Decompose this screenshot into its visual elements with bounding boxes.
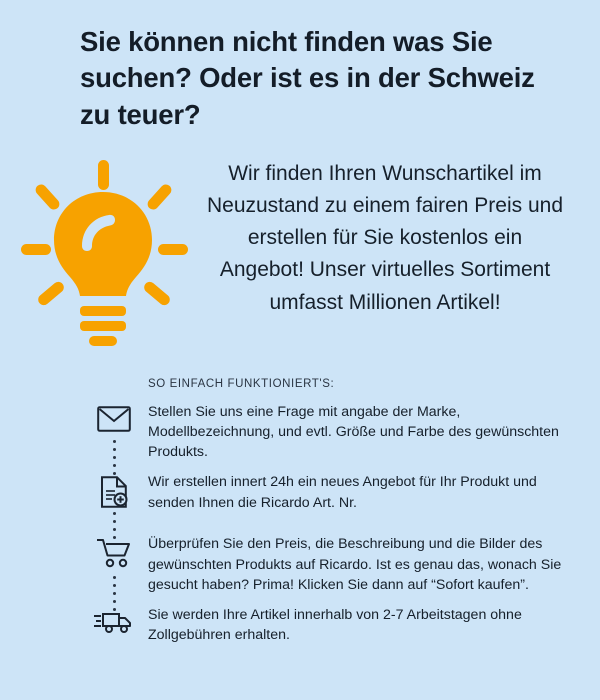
list-item <box>80 532 580 594</box>
document-add-icon <box>80 470 148 508</box>
page-title: Sie können nicht finden was Sie suchen? Oder ist es in der Schweiz zu teuer? <box>80 26 535 130</box>
intro-paragraph: Wir finden Ihren Wunschartikel im Neuzustand zu einem fairen Preis und erstellen für Sie kostenlos ein Angebot! Unser virtuelles Sortiment umfasst Millionen Artikel! <box>206 162 564 314</box>
list-item-label: Wir erstellen innert 24h ein neues Angebot für Ihr Produkt und senden Ihnen die Ricardo Art. Nr. <box>148 474 537 511</box>
list-item-label: Sie werden Ihre Artikel innerhalb von 2-7 Arbeitstagen ohne Zollgebühren erhalten. <box>148 606 522 644</box>
shopping-cart-icon <box>80 532 148 568</box>
list-item <box>80 400 580 462</box>
envelope-icon <box>80 400 148 432</box>
lightbulb-illustration <box>18 160 188 350</box>
steps-list <box>80 400 580 657</box>
list-item-label: Überprüfen Sie den Preis, die Beschreibung und die Bilder des gewünschten Produkts auf Ricardo. Ist es genau das, wonach Sie gesucht haben? Prima! Klicken Sie dann auf “Sofort kaufen”. <box>148 536 562 593</box>
delivery-truck-icon <box>80 603 148 635</box>
list-item <box>80 603 580 657</box>
steps-heading: SO EINFACH FUNKTIONIERT'S: <box>148 378 335 390</box>
list-item <box>80 470 580 524</box>
list-item-label: Stellen Sie uns eine Frage mit angabe der Marke, Modellbezeichnung, und evtl. Größe und Farbe des gewünschten Produkts. <box>148 404 559 461</box>
